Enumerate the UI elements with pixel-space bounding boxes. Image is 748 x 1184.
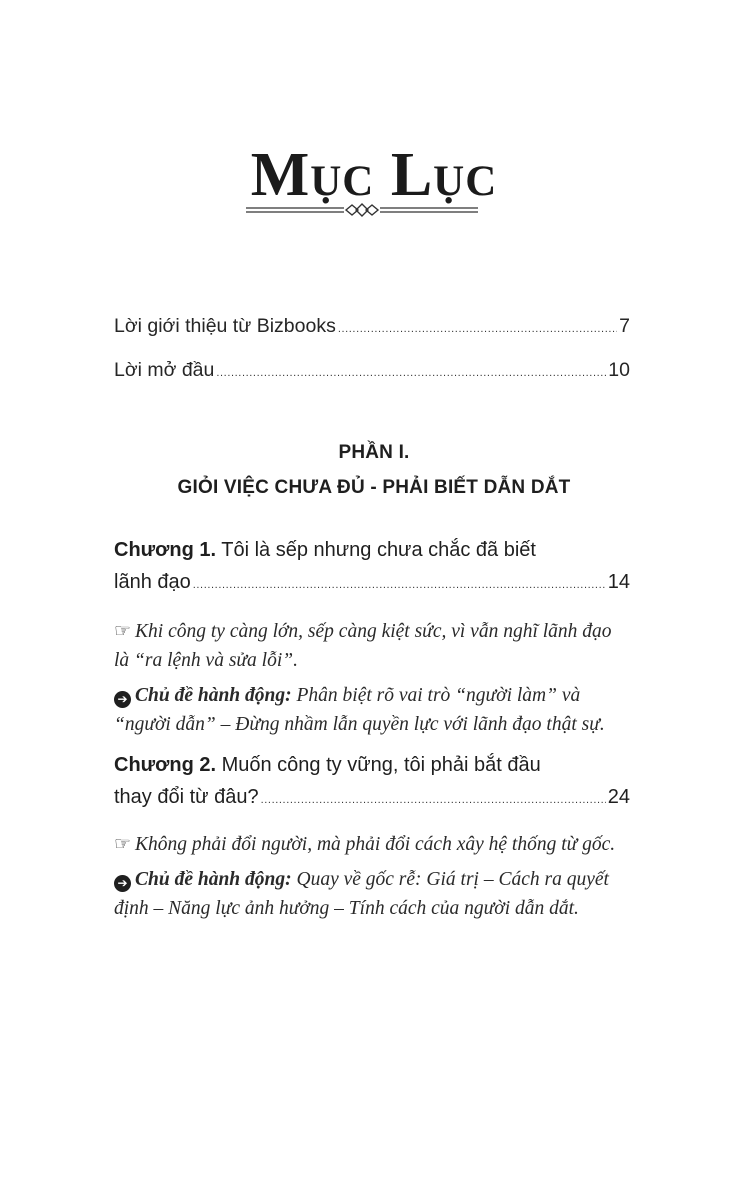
pointing-hand-icon: ☞ — [114, 621, 132, 642]
leader-dots — [338, 314, 617, 344]
toc-entry[interactable] — [114, 355, 630, 388]
leader-dots — [193, 569, 606, 601]
action-label: Chủ đề hành động: — [135, 869, 292, 890]
chapter-label: Chương 1. — [114, 539, 217, 561]
circled-arrow-icon: ➔ — [114, 691, 131, 708]
chapter-1 — [114, 534, 630, 739]
chapter-action — [114, 681, 630, 739]
leader-dots — [261, 784, 606, 816]
chapter-2 — [114, 749, 630, 923]
action-text: Phân biệt rõ vai trò “người làm” và “người dẫn” – Đừng nhầm lẫn quyền lực với lãnh đạo thật sự. — [114, 685, 605, 735]
toc-entry-page: 10 — [608, 359, 630, 381]
chapter-label: Chương 2. — [114, 754, 217, 776]
chapter-title-line1: Tôi là sếp nhưng chưa chắc đã biết — [221, 539, 536, 561]
chapter-note: ☞ Khi công ty càng lớn, sếp càng kiệt sức, vì vẫn nghĩ lãnh đạo là “ra lệnh và sửa lỗi”. — [114, 621, 612, 671]
toc-front-matter — [114, 311, 630, 388]
chapter-page: 14 — [607, 571, 630, 593]
chapter-title[interactable] — [114, 749, 630, 781]
toc-entry-label: Lời giới thiệu từ Bizbooks — [114, 315, 336, 337]
toc-entry-label: Lời mở đầu — [114, 359, 215, 381]
chapter-page: 24 — [607, 786, 630, 808]
page-title: Mục Lục — [250, 141, 498, 209]
part-name: GIỎI VIỆC CHƯA ĐỦ - PHẢI BIẾT DẪN DẮT — [177, 477, 571, 498]
pointing-hand-icon: ☞ — [114, 834, 132, 855]
chapter-note: ☞ Không phải đổi người, mà phải đổi cách xây hệ thống từ gốc. — [114, 834, 616, 855]
chapter-title-line2-row[interactable] — [114, 781, 630, 816]
chapter-action — [114, 865, 630, 923]
leader-dots — [216, 358, 606, 388]
chapter-title[interactable] — [114, 534, 630, 566]
chapter-title-line2: lãnh đạo — [114, 571, 191, 593]
toc-entry[interactable] — [114, 311, 630, 344]
ornament-divider — [246, 201, 478, 221]
part-number: PHẦN I. — [338, 442, 410, 463]
chapter-title-line2: thay đổi từ đâu? — [114, 786, 259, 808]
chapter-title-line2-row[interactable] — [114, 566, 630, 601]
toc-entry-page: 7 — [619, 315, 630, 337]
circled-arrow-icon: ➔ — [114, 875, 131, 892]
chapter-title-line1: Muốn công ty vững, tôi phải bắt đầu — [221, 754, 541, 776]
action-text: Quay về gốc rễ: Giá trị – Cách ra quyết định – Năng lực ảnh hưởng – Tính cách của người dẫn dắt. — [114, 869, 609, 919]
action-label: Chủ đề hành động: — [135, 685, 292, 706]
